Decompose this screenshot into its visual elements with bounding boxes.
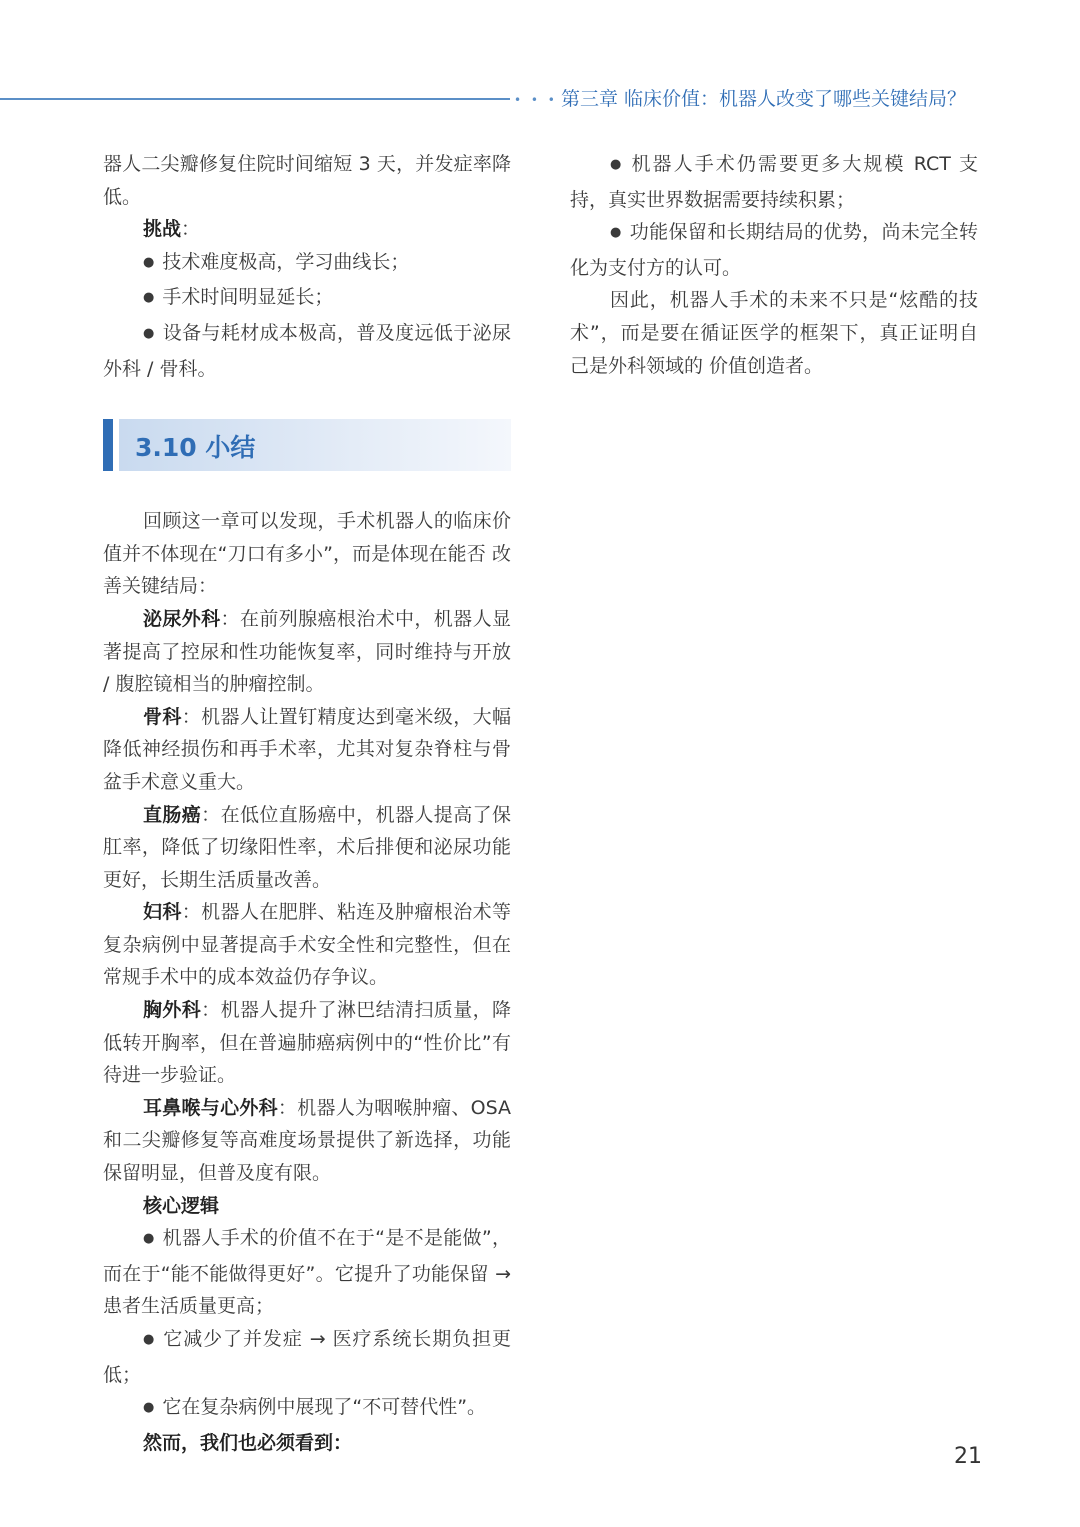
item-label: 妇科 bbox=[143, 901, 182, 924]
item-colon: ： bbox=[201, 999, 221, 1022]
chapter-title: 第三章 临床价值：机器人改变了哪些关键结局？ bbox=[561, 88, 967, 110]
item-text: 机器人为咽喉肿瘤、OSA 和二尖瓣修复等高难度场景提供了新选择，功能保留明显，但普及度有限。 bbox=[103, 1096, 511, 1185]
item-colon: ： bbox=[220, 607, 240, 630]
item-colon: ： bbox=[201, 803, 221, 826]
section-title: 3.10 小结 bbox=[135, 433, 256, 463]
section-accent-bar bbox=[103, 419, 113, 471]
challenge-heading bbox=[103, 213, 511, 246]
page-number: 21 bbox=[954, 1444, 982, 1469]
summary-item bbox=[103, 994, 511, 1092]
challenge-item: ● 技术难度极高，学习曲线长； bbox=[103, 246, 511, 282]
item-text: 在前列腺癌根治术中，机器人显著提高了控尿和性功能恢复率，同时维持与开放 / 腹腔镜相当的肿瘤控制。 bbox=[103, 607, 511, 696]
conclusion-paragraph: 因此，机器人手术的未来不只是“炫酷的技术”，而是要在循证医学的框架下，真正证明自己是外科领域的 价值创造者。 bbox=[570, 289, 978, 377]
summary-item bbox=[103, 896, 511, 994]
item-colon: ： bbox=[181, 705, 202, 728]
core-point: ● 机器人手术的价值不在于“是不是能做”，而在于“能不能做得更好”。它提升了功能保留 → 患者生活质量更高； bbox=[103, 1222, 511, 1323]
summary-item bbox=[103, 799, 511, 897]
item-label: 泌尿外科 bbox=[143, 607, 221, 630]
item-text: 机器人在肥胖、粘连及肿瘤根治术等复杂病例中显著提高手术安全性和完整性，但在常规手术中的成本效益仍存争议。 bbox=[103, 901, 511, 989]
right-column bbox=[570, 148, 978, 382]
limitation-point: ● 机器人手术仍需要更多大规模 RCT 支持，真实世界数据需要持续积累； bbox=[570, 148, 978, 216]
summary-item bbox=[103, 701, 511, 799]
challenge-item: ● 手术时间明显延长； bbox=[103, 281, 511, 317]
item-text: 在低位直肠癌中，机器人提高了保肛率，降低了切缘阳性率，术后排便和泌尿功能更好，长期生活质量改善。 bbox=[103, 803, 511, 891]
core-logic-heading: 核心逻辑 bbox=[143, 1194, 220, 1217]
challenge-colon: ： bbox=[181, 218, 201, 241]
summary-item bbox=[103, 603, 511, 701]
item-colon: ： bbox=[277, 1096, 298, 1119]
item-label: 骨科 bbox=[143, 705, 182, 728]
item-text: 机器人让置钉精度达到毫米级，大幅降低神经损伤和再手术率，尤其对复杂脊柱与骨盆手术意义重大。 bbox=[103, 705, 511, 793]
item-text: 机器人提升了淋巴结清扫质量，降低转开胸率，但在普遍肺癌病例中的“性价比”有待进一步验证。 bbox=[103, 999, 511, 1087]
intro-paragraph: 器人二尖瓣修复住院时间缩短 3 天，并发症率降低。 bbox=[103, 153, 511, 208]
item-label: 胸外科 bbox=[143, 999, 202, 1022]
limitation-point: ● 功能保留和长期结局的优势，尚未完全转化为支付方的认可。 bbox=[570, 216, 978, 284]
item-label: 耳鼻喉与心外科 bbox=[143, 1096, 278, 1119]
summary-intro: 回顾这一章可以发现，手术机器人的临床价值并不体现在“刀口有多小”，而是体现在能否 改善关键结局： bbox=[103, 510, 511, 598]
left-column bbox=[103, 148, 511, 1459]
core-point: ● 它在复杂病例中展现了“不可替代性”。 bbox=[103, 1391, 511, 1427]
item-label: 直肠癌 bbox=[143, 803, 202, 826]
core-point: ● 它减少了并发症 → 医疗系统长期负担更低； bbox=[103, 1323, 511, 1391]
summary-item bbox=[103, 1092, 511, 1190]
however-heading: 然而，我们也必须看到： bbox=[143, 1431, 353, 1454]
header-dots: • • • bbox=[514, 93, 558, 107]
challenge-label: 挑战 bbox=[143, 218, 182, 241]
header-rule bbox=[0, 98, 510, 100]
challenge-item: ● 设备与耗材成本极高，普及度远低于泌尿外科 / 骨科。 bbox=[103, 317, 511, 385]
section-header bbox=[103, 419, 511, 471]
item-colon: ： bbox=[181, 901, 202, 924]
page-header bbox=[0, 84, 1080, 114]
